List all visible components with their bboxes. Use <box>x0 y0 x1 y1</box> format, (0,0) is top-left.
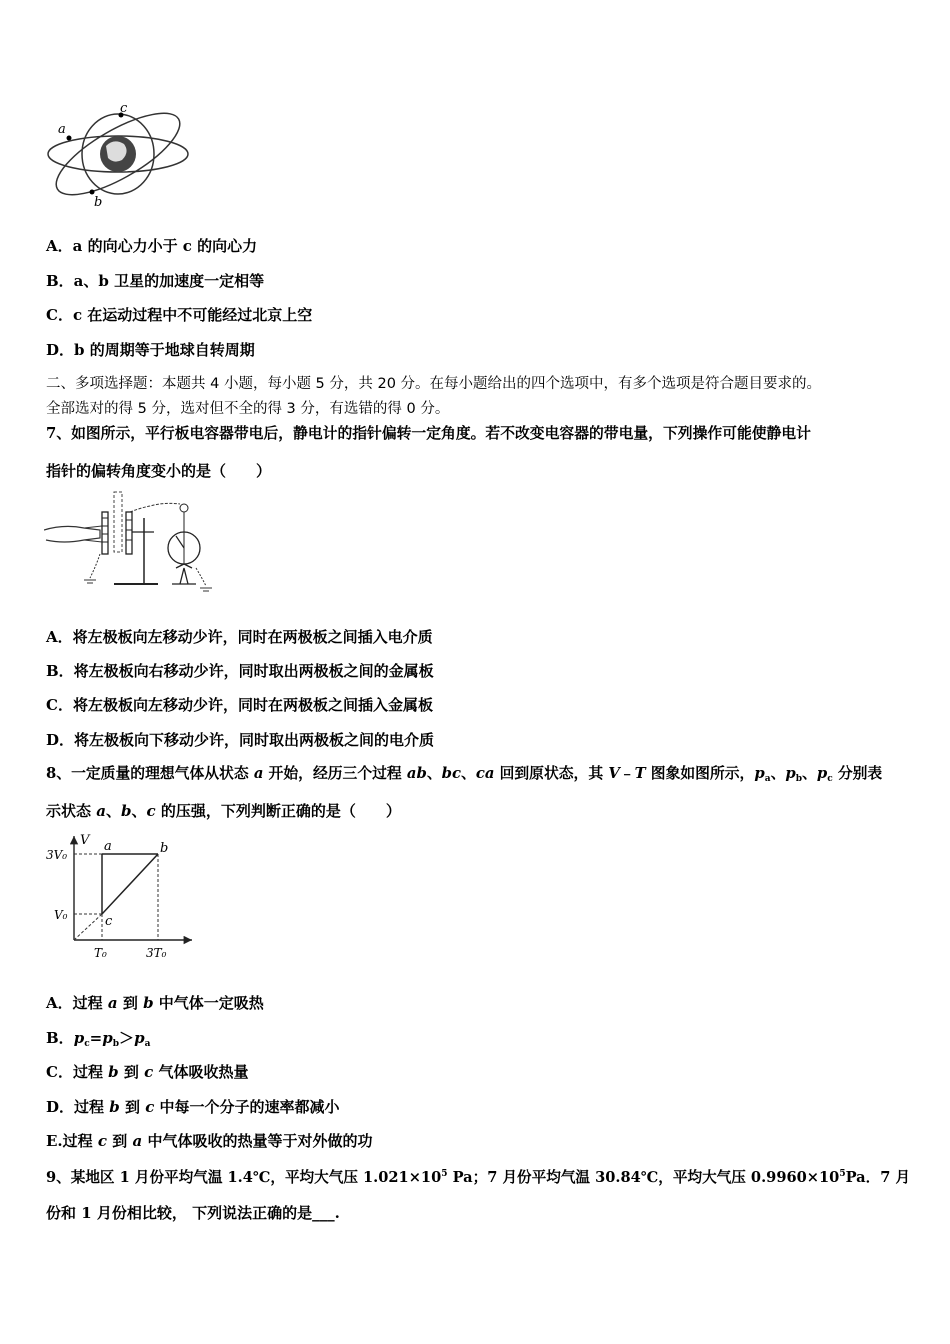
process-bc <box>102 854 158 914</box>
q6-option-b: B．a、b 卫星的加速度一定相等 <box>46 272 265 290</box>
satellite-orbit-figure <box>44 100 194 210</box>
point-c-label: c <box>105 914 113 929</box>
capacitor-electrometer-figure <box>44 488 224 598</box>
q7-stem-line2: 指针的偏转角度变小的是（ ） <box>46 462 272 480</box>
q8-stem-line1: 8、一定质量的理想气体从状态 a 开始，经历三个过程 ab、bc、ca 回到原状态，其 V﹣T 图象如图所示，$p_a$、$p_b$、$p_c$ 分别表 <box>46 765 883 784</box>
q6-option-a: A．a 的向心力小于 c 的向心力 <box>46 237 258 255</box>
tick-t0: T₀ <box>94 946 107 960</box>
q7-stem-line1: 7、如图所示，平行板电容器带电后，静电计的指针偏转一定角度。若不改变电容器的带电量，下列操作可能使静电计 <box>46 425 811 442</box>
tick-3v0: 3V₀ <box>46 848 68 862</box>
q6-option-c: C．c 在运动过程中不可能经过北京上空 <box>46 306 313 324</box>
v-t-graph <box>44 830 204 966</box>
q9-stem-line1: 9、某地区 1 月份平均气温 1.4℃，平均大气压 $1.021\times 10^5$ Pa；7 月份平均气温 30.84℃，平均大气压 $0.9960\times 10^5Pa$．7 月 <box>46 1169 911 1186</box>
q9-stem-line2: 份和 1 月份相比较， 下列说法正确的是___. <box>46 1204 340 1222</box>
q8-option-e: E.过程 c 到 a 中气体吸收的热量等于对外做的功 <box>46 1132 373 1150</box>
point-a-label: a <box>104 839 112 854</box>
label-c: c <box>120 101 128 116</box>
tick-v0: V₀ <box>54 908 68 922</box>
label-a: a <box>58 122 66 137</box>
q7-option-d: D．将左极板向下移动少许，同时取出两极板之间的电介质 <box>46 731 435 749</box>
q8-stem-line2: 示状态 a、b、c 的压强，下列判断正确的是（ ） <box>46 802 401 820</box>
section2-heading-line2: 全部选对的得 5 分，选对但不全的得 3 分，有选错的得 0 分。 <box>46 401 450 417</box>
axis-v-label: V <box>80 833 90 848</box>
q8-option-b: B．$p_c=p_b>p_a$ <box>46 1029 151 1049</box>
section2-heading-line1: 二、多项选择题：本题共 4 小题，每小题 5 分，共 20 分。在每小题给出的四个选项中，有多个选项是符合题目要求的。 <box>46 376 822 392</box>
q7-option-a: A．将左极板向左移动少许，同时在两极板之间插入电介质 <box>46 628 433 646</box>
q7-option-c: C．将左极板向左移动少许，同时在两极板之间插入金属板 <box>46 696 433 714</box>
q8-option-c: C．过程 b 到 c 气体吸收热量 <box>46 1063 249 1081</box>
q6-option-d: D．b 的周期等于地球自转周期 <box>46 341 255 359</box>
label-b: b <box>94 195 103 210</box>
q8-option-a: A．过程 a 到 b 中气体一定吸热 <box>46 994 264 1012</box>
tick-3t0: 3T₀ <box>146 946 167 960</box>
q7-option-b: B．将左极板向右移动少许，同时取出两极板之间的金属板 <box>46 662 434 680</box>
point-b-label: b <box>160 841 169 856</box>
q8-option-d: D．过程 b 到 c 中每一个分子的速率都减小 <box>46 1098 340 1116</box>
